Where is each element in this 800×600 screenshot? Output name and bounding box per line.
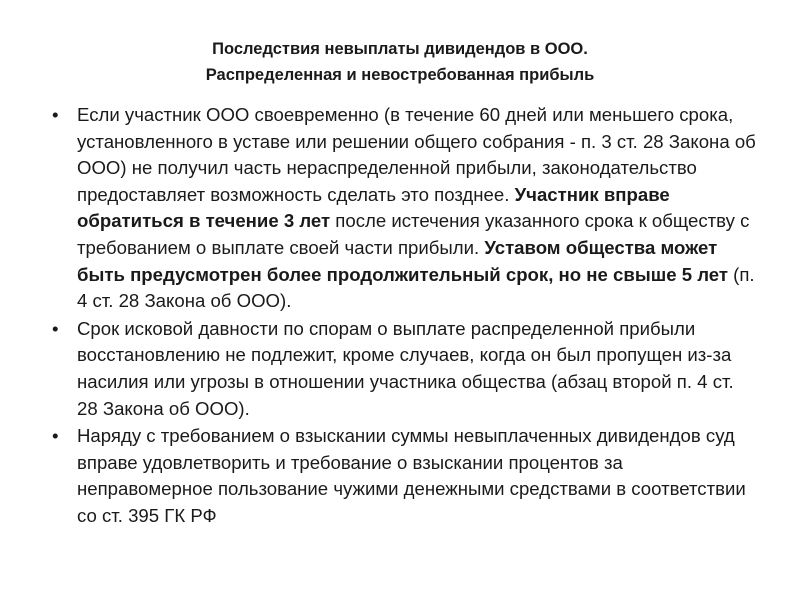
list-item — [52, 316, 757, 422]
bullet-emphasis: Участник вправе обратиться в течение 3 лет — [77, 183, 670, 232]
bullet-text: (п. 4 ст. 28 Закона об ООО). — [77, 263, 755, 312]
bullet-emphasis: Уставом общества может быть предусмотрен более продолжительный срок, но не свыше 5 лет — [77, 236, 728, 285]
page-title — [120, 36, 680, 88]
title-line-1: Последствия невыплаты дивидендов в ООО. — [212, 40, 588, 58]
bullet-icon: • — [52, 425, 59, 447]
list-item — [52, 423, 757, 529]
bullet-icon: • — [52, 317, 59, 339]
bullet-text: Срок исковой давности по спорам о выплате распределенной прибыли восстановлению не подлежит, кроме случаев, когда он был пропущен из-за насилия или угрозы в отношении участника общества (абзац второй п. 4 ст. 28 Закона об ООО). — [77, 317, 734, 419]
list-item — [52, 102, 757, 315]
title-line-2: Распределенная и невостребованная прибыль — [205, 66, 595, 84]
bullet-text: Наряду с требованием о взыскании суммы невыплаченных дивидендов суд вправе удовлетворить и требование о взыскании процентов за неправомерное пользование чужими денежными средствами в соответствии со ст. 395 ГК РФ — [77, 425, 746, 526]
bullet-text: после истечения указанного срока к обществу с требованием о выплате своей части прибыли. — [77, 210, 750, 258]
bullet-icon: • — [52, 104, 59, 125]
bullet-list — [52, 102, 757, 531]
bullet-text: Если участник ООО своевременно (в течение 60 дней или меньшего срока, установленного в уставе или решении общего собрания - п. 3 ст. 28 Закона об ООО) не получил часть нераспределенной прибыли, законодательство предоставляет возможность сделать это позднее. — [77, 104, 756, 205]
